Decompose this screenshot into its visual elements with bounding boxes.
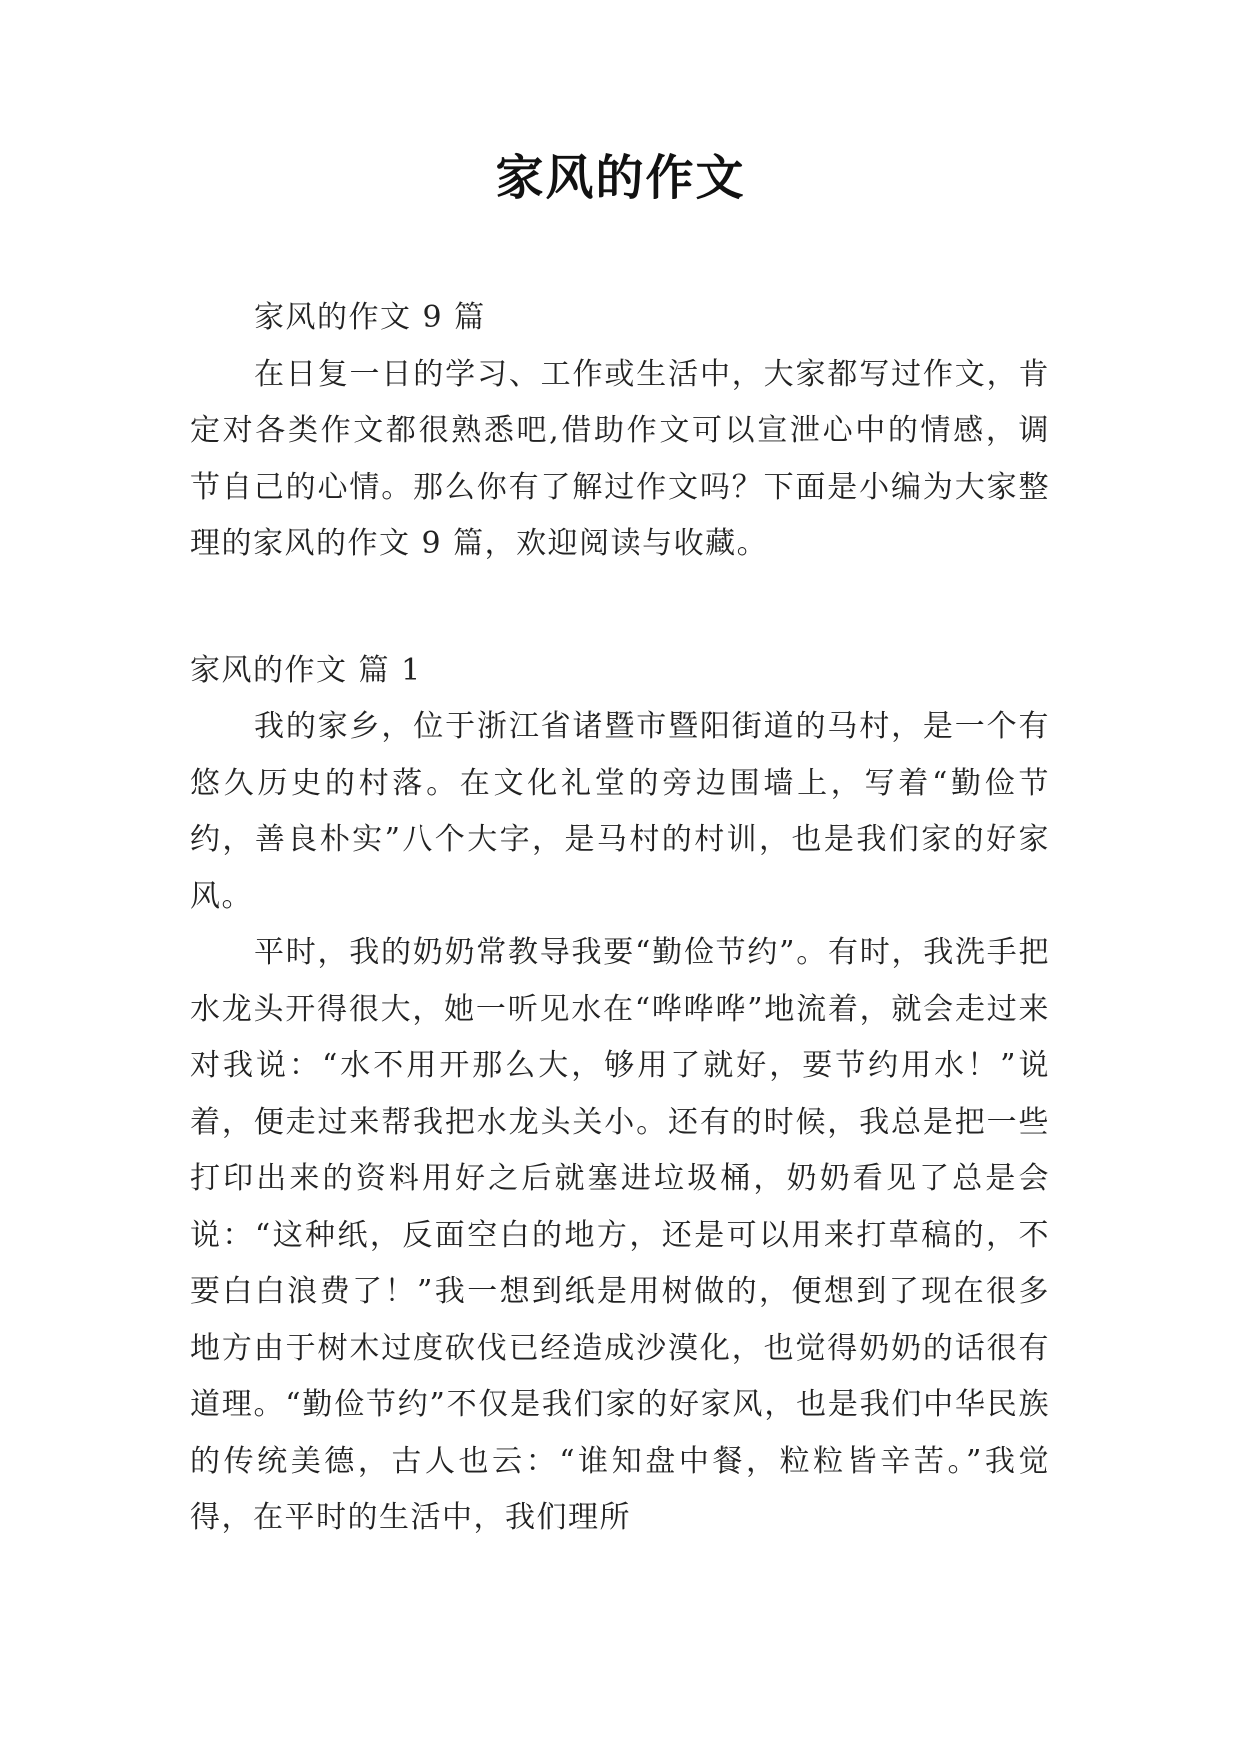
section-heading: 家风的作文 篇 1 (190, 652, 422, 688)
body-paragraph-2: 平时，我的奶奶常教导我要“勤俭节约”。有时，我洗手把水龙头开得很大，她一听见水在“哗哗哗”地流着，就会走过来对我说：“水不用开那么大，够用了就好，要节约用水！”说着，便走过来帮我把水龙头关小。还有的时候，我总是把一些打印出来的资料用好之后就塞进垃圾桶，奶奶看见了总是会说：“这种纸，反面空白的地方，还是可以用来打草稿的，不要白白浪费了！”我一想到纸是用树做的，便想到了现在很多地方由于树木过度砍伐已经造成沙漠化，也觉得奶奶的话很有道理。“勤俭节约”不仅是我们家的好家风，也是我们中华民族的传统美德，古人也云：“谁知盘中餐，粒粒皆辛苦。”我觉得，在平时的生活中，我们理所 (190, 935, 1050, 1535)
document-body (190, 290, 1050, 1547)
subtitle: 家风的作文 9 篇 (254, 300, 486, 335)
body-paragraph-1: 我的家乡，位于浙江省诸暨市暨阳街道的马村，是一个有悠久历史的村落。在文化礼堂的旁边围墙上，写着“勤俭节约，善良朴实”八个大字，是马村的村训，也是我们家的好家风。 (190, 709, 1050, 914)
section-spacer (190, 573, 1050, 643)
intro-paragraph: 在日复一日的学习、工作或生活中，大家都写过作文，肯定对各类作文都很熟悉吧,借助作文可以宣泄心中的情感，调节自己的心情。那么你有了解过作文吗？下面是小编为大家整理的家风的作文 9 篇，欢迎阅读与收藏。 (190, 356, 1050, 561)
document-title: 家风的作文 (495, 150, 746, 206)
